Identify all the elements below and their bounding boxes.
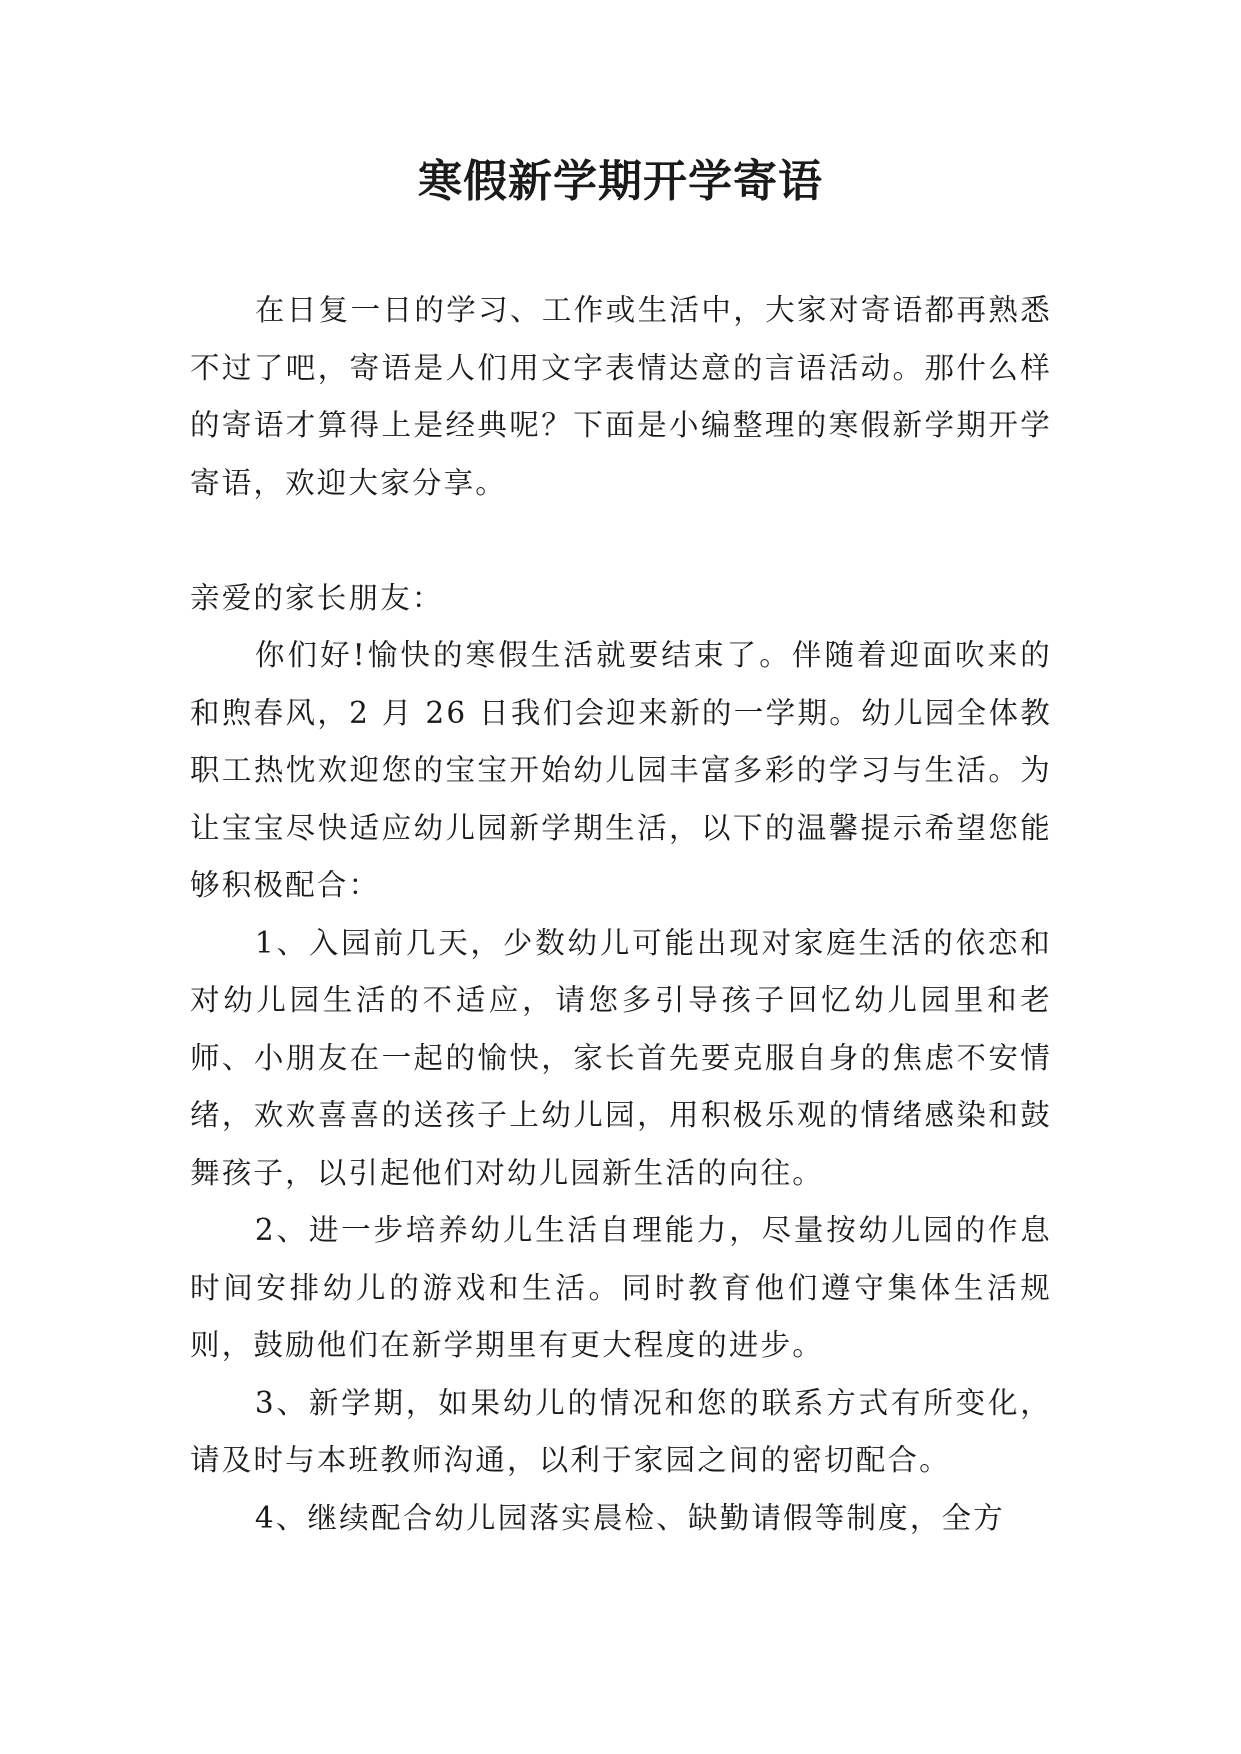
notice-item-4: 4、继续配合幼儿园落实晨检、缺勤请假等制度，全方 (254, 1500, 1005, 1535)
notice-item-3: 3、新学期，如果幼儿的情况和您的联系方式有所变化，请及时与本班教师沟通，以利于家园之间的密切配合。 (190, 1385, 1052, 1477)
intro-paragraph: 在日复一日的学习、工作或生活中，大家对寄语都再熟悉不过了吧，寄语是人们用文字表情达意的言语活动。那什么样的寄语才算得上是经典呢？下面是小编整理的寒假新学期开学寄语，欢迎大家分享。 (190, 293, 1052, 500)
paragraph-spacer (190, 512, 1052, 570)
document-body (190, 282, 1052, 1547)
salutation: 亲爱的家长朋友： (190, 580, 444, 615)
body-paragraph: 你们好!愉快的寒假生活就要结束了。伴随着迎面吹来的和煦春风，2 月 26 日我们会迎来新的一学期。幼儿园全体教职工热忱欢迎您的宝宝开始幼儿园丰富多彩的学习与生活。为让宝宝尽快适应幼儿园新学期生活，以下的温馨提示希望您能够积极配合： (190, 638, 1052, 902)
document-title: 寒假新学期开学寄语 (418, 156, 823, 207)
notice-item-2: 2、进一步培养幼儿生活自理能力，尽量按幼儿园的作息时间安排幼儿的游戏和生活。同时教育他们遵守集体生活规则，鼓励他们在新学期里有更大程度的进步。 (190, 1213, 1052, 1362)
notice-item-1: 1、入园前几天，少数幼儿可能出现对家庭生活的依恋和对幼儿园生活的不适应，请您多引导孩子回忆幼儿园里和老师、小朋友在一起的愉快，家长首先要克服自身的焦虑不安情绪，欢欢喜喜的送孩子上幼儿园，用积极乐观的情绪感染和鼓舞孩子，以引起他们对幼儿园新生活的向往。 (190, 925, 1052, 1190)
